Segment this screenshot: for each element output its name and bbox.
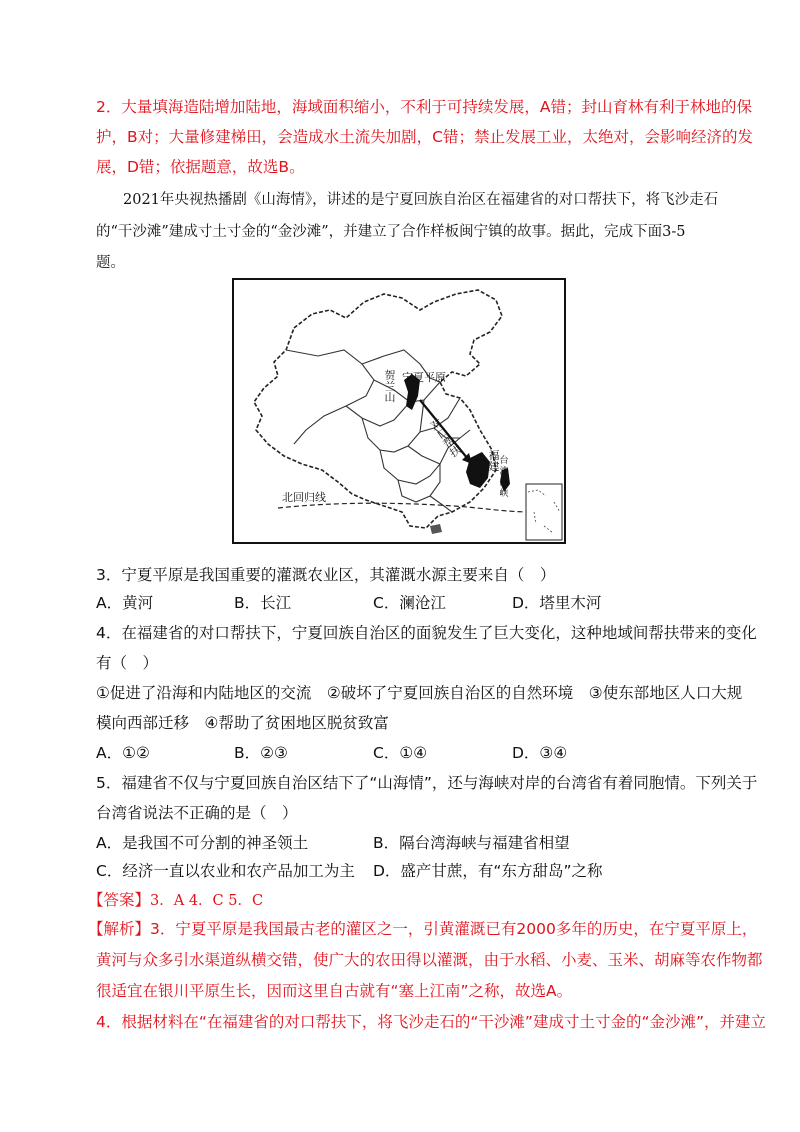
q4-statements-line-1: ①促进了沿海和内陆地区的交流 ②破坏了宁夏回族自治区的自然环境 ③使东部地区人口大规 bbox=[96, 684, 743, 702]
map-label-fujian: 福建 bbox=[488, 449, 500, 473]
analysis-line-4: 4．根据材料在“在福建省的对口帮扶下，将飞沙走石的“干沙滩”建成寸土寸金的“金沙滩”，并建立 bbox=[96, 1013, 767, 1031]
passage-line-2: 的“干沙滩”建成寸土寸金的“金沙滩”，并建立了合作样板闽宁镇的故事。据此，完成下面3-5 bbox=[96, 224, 686, 240]
q3-option-c: C．澜沧江 bbox=[373, 594, 446, 612]
analysis-line-1 bbox=[88, 919, 758, 939]
q5-option-d: D．盛产甘蔗，有“东方甜岛”之称 bbox=[373, 862, 603, 880]
q5-option-b: B．隔台湾海峡与福建省相望 bbox=[373, 834, 570, 852]
q5-option-a: A．是我国不可分割的神圣领土 bbox=[96, 834, 309, 852]
china-map-figure bbox=[232, 278, 566, 544]
analysis-line-3: 很适宜在银川平原生长，因而这里自古就有“塞上江南”之称，故选A。 bbox=[96, 982, 573, 1000]
q4-option-c: C．①④ bbox=[373, 744, 428, 762]
q3-option-a: A．黄河 bbox=[96, 594, 154, 612]
explanation-q2-line-2: 护，B对；大量修建梯田，会造成水土流失加剧，C错；禁止发展工业，太绝对，会影响经济的发 bbox=[96, 128, 753, 146]
analysis-label: 【解析】 bbox=[88, 920, 151, 938]
answer-line bbox=[88, 890, 708, 911]
map-label-duikou: 对口帮扶 bbox=[428, 416, 464, 460]
q4-stem-line-2: 有（ ） bbox=[96, 654, 159, 672]
explanation-q2-line-3: 展，D错；依据题意，故选B。 bbox=[96, 158, 305, 176]
answer-text: 3．A 4．C 5．C bbox=[150, 893, 264, 909]
tropic-line bbox=[278, 503, 534, 512]
q5-stem-line-2: 台湾省说法不正确的是（ ） bbox=[96, 804, 298, 822]
q4-statements-line-2: 模向西部迁移 ④帮助了贫困地区脱贫致富 bbox=[96, 714, 389, 732]
passage-line-3: 题。 bbox=[96, 255, 125, 271]
hainan-island bbox=[430, 524, 442, 534]
map-label-ningxia-plain: 宁夏平原 bbox=[402, 371, 446, 384]
analysis-line-2: 黄河与众多引水渠道纵横交错，使广大的农田得以灌溉，由于水稻、小麦、玉米、胡麻等农作物都 bbox=[96, 951, 763, 969]
map-label-taiwan: 台湾海峡 bbox=[499, 456, 509, 499]
explanation-q2-line-1: 2．大量填海造陆增加陆地，海域面积缩小，不利于可持续发展，A错；封山育林有利于林地的保 bbox=[96, 98, 752, 116]
map-label-helan: 贺兰山 bbox=[384, 369, 396, 404]
south-china-sea-inset bbox=[526, 484, 562, 540]
q4-option-b: B．②③ bbox=[234, 744, 288, 762]
passage-line-1: 2021年央视热播剧《山海情》，讲述的是宁夏回族自治区在福建省的对口帮扶下，将飞沙走石 bbox=[123, 192, 719, 208]
q3-stem: 3．宁夏平原是我国重要的灌溉农业区，其灌溉水源主要来自（ ） bbox=[96, 566, 556, 584]
q5-stem-line-1: 5．福建省不仅与宁夏回族自治区结下了“山海情”，还与海峡对岸的台湾省有着同胞情。下列关于 bbox=[96, 774, 758, 792]
answer-label: 【答案】 bbox=[88, 891, 151, 909]
q3-option-b: B．长江 bbox=[234, 594, 292, 612]
q4-option-d: D．③④ bbox=[512, 744, 568, 762]
q5-option-c: C．经济一直以农业和农产品加工为主 bbox=[96, 862, 355, 880]
q3-option-d: D．塔里木河 bbox=[512, 594, 602, 612]
analysis-text-1: 3．宁夏平原是我国最古老的灌区之一，引黄灌溉已有2000多年的历史，在宁夏平原上， bbox=[150, 920, 758, 938]
q4-option-a: A．①② bbox=[96, 744, 150, 762]
q4-stem-line-1: 4．在福建省的对口帮扶下，宁夏回族自治区的面貌发生了巨大变化，这种地域间帮扶带来的变化 bbox=[96, 624, 757, 642]
map-label-tropic: 北回归线 bbox=[282, 491, 326, 504]
